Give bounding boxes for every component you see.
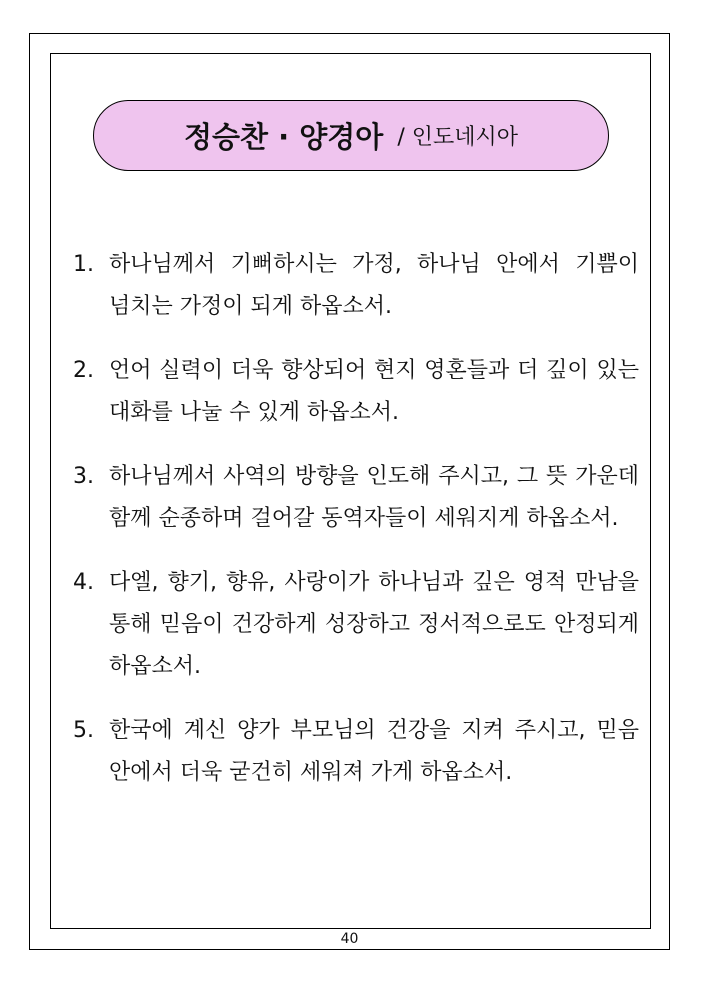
prayer-item	[73, 710, 639, 794]
prayer-text: 하나님께서 기뻐하시는 가정, 하나님 안에서 기쁨이 넘치는 가정이 되게 하옵소서.	[109, 252, 639, 319]
mission-country: / 인도네시아	[397, 125, 518, 150]
prayer-number: 1.	[73, 252, 94, 277]
prayer-number: 4.	[73, 570, 94, 595]
prayer-item	[73, 244, 639, 328]
prayer-text: 한국에 계신 양가 부모님의 건강을 지켜 주시고, 믿음 안에서 더욱 굳건히 세워져 가게 하옵소서.	[109, 718, 639, 785]
missionary-names: 정승찬 · 양경아	[184, 120, 384, 154]
prayer-text: 하나님께서 사역의 방향을 인도해 주시고, 그 뜻 가운데 함께 순종하며 걸어갈 동역자들이 세워지게 하옵소서.	[109, 464, 639, 531]
prayer-text: 다엘, 향기, 향유, 사랑이가 하나님과 깊은 영적 만남을 통해 믿음이 건강하게 성장하고 정서적으로도 안정되게 하옵소서.	[109, 570, 639, 679]
prayer-number: 3.	[73, 464, 94, 489]
title-banner	[93, 100, 609, 171]
prayer-item	[73, 562, 639, 688]
prayer-number: 5.	[73, 718, 94, 743]
prayer-number: 2.	[73, 358, 94, 383]
page-number: 40	[340, 931, 359, 947]
prayer-list	[73, 244, 639, 816]
prayer-item	[73, 456, 639, 540]
prayer-item	[73, 350, 639, 434]
prayer-text: 언어 실력이 더욱 향상되어 현지 영혼들과 더 깊이 있는 대화를 나눌 수 있게 하옵소서.	[109, 358, 639, 425]
